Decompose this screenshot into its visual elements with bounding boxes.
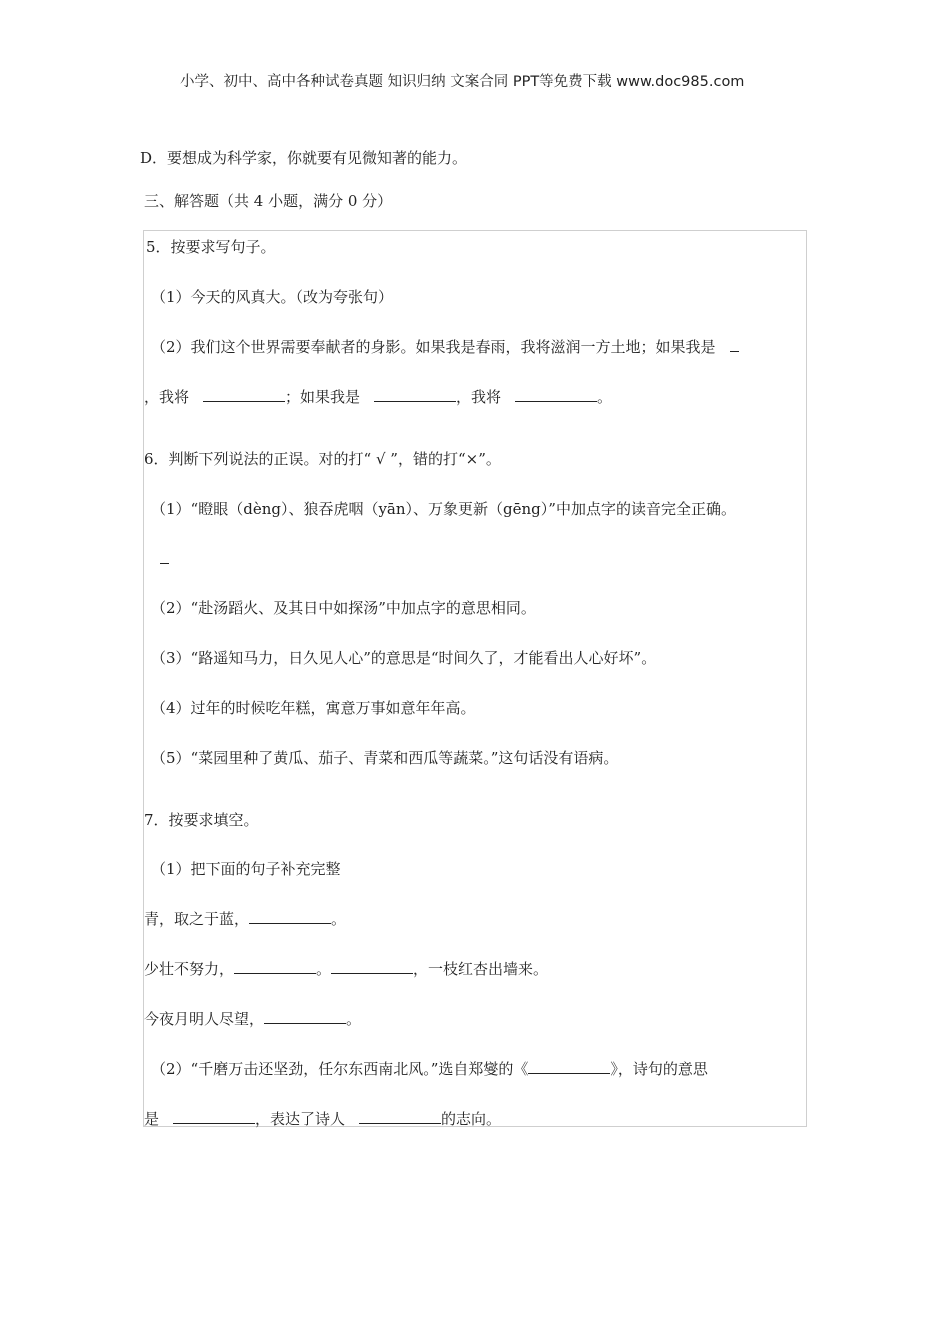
q7-line2 xyxy=(144,958,548,979)
q6-part2: （2）“赴汤蹈火、及其日中如探汤”中加点字的意思相同。 xyxy=(151,599,536,617)
q7-title: 7．按要求填空。 xyxy=(144,811,259,829)
q6-part4: （4）过年的时候吃年糕，寓意万事如意年年高。 xyxy=(151,699,476,717)
q7-text: ，表达了诗人 xyxy=(255,1110,346,1128)
blank-field[interactable] xyxy=(249,908,331,924)
blank-field[interactable] xyxy=(234,958,316,974)
q7-text: 。 xyxy=(316,960,332,978)
q5-part2-text: （2）我们这个世界需要奉献者的身影。如果我是春雨，我将滋润一方土地；如果我是 xyxy=(151,338,716,356)
q7-part2-line2 xyxy=(144,1108,501,1129)
section-title: 三、解答题（共 4 小题，满分 0 分） xyxy=(144,192,393,210)
blank-field[interactable] xyxy=(515,386,597,402)
q5-text: ；如果我是 xyxy=(285,388,361,406)
q7-text: 是 xyxy=(144,1110,160,1128)
page-header: 小学、初中、高中各种试卷真题 知识归纳 文案合同 PPT等免费下载 www.doc985.com xyxy=(180,74,745,90)
blank-field[interactable] xyxy=(203,386,285,402)
q7-text: （2）“千磨万击还坚劲，任尔东西南北风。”选自郑燮的《 xyxy=(151,1060,529,1078)
q7-text: ，一枝红杏出墙来。 xyxy=(413,960,549,978)
q6-part1: （1）“瞪眼（dèng）、狼吞虎咽（yān）、万象更新（gēng）”中加点字的读音完全正确。 xyxy=(151,500,736,518)
q7-text: 少壮不努力， xyxy=(144,960,235,978)
q7-text: 。 xyxy=(346,1010,362,1028)
q5-part2-line2 xyxy=(144,386,612,407)
q7-text: 今夜月明人尽望， xyxy=(144,1010,265,1028)
q6-title: 6．判断下列说法的正误。对的打“ √ ”，错的打“×”。 xyxy=(144,450,501,468)
q5-text: ，我将 xyxy=(456,388,502,406)
q5-part1: （1）今天的风真大。（改为夸张句） xyxy=(151,288,394,306)
q7-part1: （1）把下面的句子补充完整 xyxy=(151,860,341,878)
blank-field[interactable] xyxy=(160,548,169,564)
blank-field[interactable] xyxy=(264,1008,346,1024)
blank-field[interactable] xyxy=(730,336,739,352)
blank-field[interactable] xyxy=(331,958,413,974)
q6-part5: （5）“菜园里种了黄瓜、茄子、青菜和西瓜等蔬菜。”这句话没有语病。 xyxy=(151,749,619,767)
q5-text: 。 xyxy=(597,388,613,406)
blank-field[interactable] xyxy=(528,1058,610,1074)
q6-part3: （3）“路遥知马力，日久见人心”的意思是“时间久了，才能看出人心好坏”。 xyxy=(151,649,657,667)
blank-field[interactable] xyxy=(359,1108,441,1124)
q7-line1 xyxy=(144,908,346,929)
q7-text: 。 xyxy=(331,910,347,928)
q7-text: 的志向。 xyxy=(441,1110,502,1128)
q5-text: ，我将 xyxy=(144,388,190,406)
q5-part2-line1 xyxy=(151,336,739,357)
q5-title: 5．按要求写句子。 xyxy=(146,238,276,256)
q7-text: 青，取之于蓝， xyxy=(144,910,250,928)
q6-part1-answer xyxy=(160,548,169,568)
q7-text: 》，诗句的意思 xyxy=(610,1060,708,1078)
option-d: D．要想成为科学家，你就要有见微知著的能力。 xyxy=(140,149,468,167)
q7-line3 xyxy=(144,1008,361,1029)
blank-field[interactable] xyxy=(374,386,456,402)
blank-field[interactable] xyxy=(173,1108,255,1124)
answer-box xyxy=(143,230,807,1127)
q7-part2-line1 xyxy=(151,1058,708,1079)
